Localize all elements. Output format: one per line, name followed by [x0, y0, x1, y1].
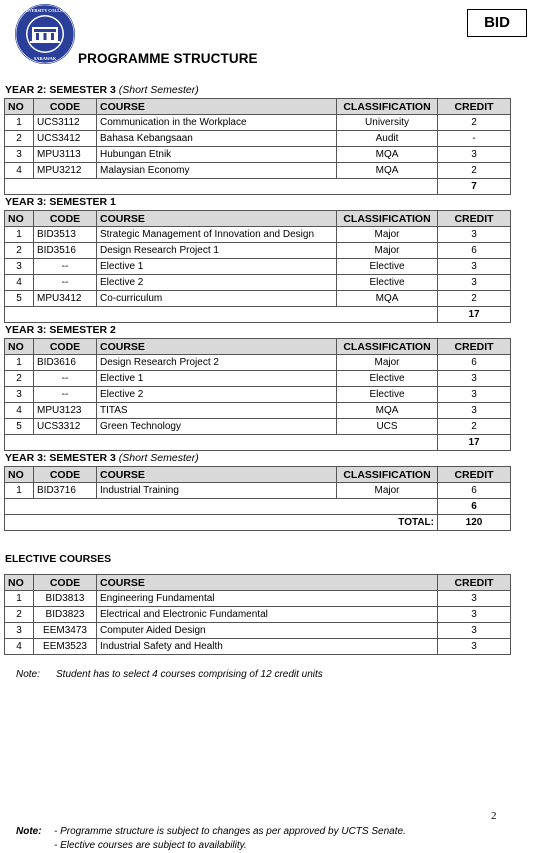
cell-classification: UCS: [337, 419, 438, 435]
semester-title: YEAR 3: SEMESTER 1: [5, 196, 116, 208]
table-row: [5, 403, 511, 419]
semester-total: 6: [438, 499, 511, 515]
semester-title: YEAR 3: SEMESTER 3 (Short Semester): [5, 452, 199, 464]
cell-code: MPU3113: [34, 147, 97, 163]
cell-credit: 3: [438, 591, 511, 607]
cell-classification: Major: [337, 355, 438, 371]
cell-no: 4: [5, 275, 34, 291]
column-header-code: CODE: [34, 211, 97, 227]
cell-course: Elective 2: [97, 387, 337, 403]
column-header-course: COURSE: [97, 211, 337, 227]
cell-code: EEM3473: [34, 623, 97, 639]
cell-credit: 2: [438, 291, 511, 307]
cell-no: 4: [5, 403, 34, 419]
cell-course: Green Technology: [97, 419, 337, 435]
cell-no: 2: [5, 243, 34, 259]
table-row: [5, 607, 511, 623]
cell-course: Hubungan Etnik: [97, 147, 337, 163]
total-spacer: [5, 179, 438, 195]
semester-total-row: [5, 307, 511, 323]
cell-credit: 3: [438, 623, 511, 639]
cell-no: 3: [5, 147, 34, 163]
table-row: [5, 259, 511, 275]
column-header-no: NO: [5, 467, 34, 483]
cell-credit: 3: [438, 403, 511, 419]
cell-course: Malaysian Economy: [97, 163, 337, 179]
column-header-code: CODE: [34, 339, 97, 355]
cell-credit: 2: [438, 163, 511, 179]
column-header-no: NO: [5, 575, 34, 591]
cell-course: TITAS: [97, 403, 337, 419]
svg-text:UNIVERSITY COLLEGE: UNIVERSITY COLLEGE: [21, 8, 69, 13]
total-spacer: [5, 499, 438, 515]
cell-code: EEM3523: [34, 639, 97, 655]
table-row: [5, 291, 511, 307]
cell-credit: 2: [438, 419, 511, 435]
cell-course: Elective 1: [97, 371, 337, 387]
table-header-row: [5, 211, 511, 227]
column-header-classification: CLASSIFICATION: [337, 339, 438, 355]
column-header-credit: CREDIT: [438, 211, 511, 227]
table-row: [5, 275, 511, 291]
cell-code: MPU3123: [34, 403, 97, 419]
semester-total: 7: [438, 179, 511, 195]
cell-course: Strategic Management of Innovation and Design: [97, 227, 337, 243]
cell-code: MPU3212: [34, 163, 97, 179]
table-row: [5, 147, 511, 163]
table-row: [5, 163, 511, 179]
footer-note-line1: - Programme structure is subject to changes as per approved by UCTS Senate.: [54, 826, 406, 837]
semester-title: YEAR 3: SEMESTER 2: [5, 324, 116, 336]
cell-course: Bahasa Kebangsaan: [97, 131, 337, 147]
footer-note-line2: - Elective courses are subject to availability.: [54, 840, 247, 851]
cell-code: BID3716: [34, 483, 97, 499]
cell-classification: Audit: [337, 131, 438, 147]
table-row: [5, 115, 511, 131]
column-header-code: CODE: [34, 467, 97, 483]
cell-credit: 3: [438, 639, 511, 655]
cell-course: Industrial Training: [97, 483, 337, 499]
footer-note-label: Note:: [16, 826, 42, 837]
semester-title: YEAR 2: SEMESTER 3 (Short Semester): [5, 84, 199, 96]
column-header-no: NO: [5, 339, 34, 355]
grand-total-row: [5, 515, 511, 531]
cell-no: 5: [5, 291, 34, 307]
cell-credit: 2: [438, 115, 511, 131]
table-header-row: [5, 467, 511, 483]
cell-credit: 3: [438, 275, 511, 291]
cell-no: 2: [5, 131, 34, 147]
column-header-course: COURSE: [97, 575, 438, 591]
table-row: [5, 243, 511, 259]
cell-no: 5: [5, 419, 34, 435]
table-row: [5, 227, 511, 243]
cell-code: UCS3412: [34, 131, 97, 147]
cell-code: UCS3112: [34, 115, 97, 131]
cell-classification: MQA: [337, 163, 438, 179]
total-spacer: [5, 435, 438, 451]
cell-course: Engineering Fundamental: [97, 591, 438, 607]
column-header-no: NO: [5, 99, 34, 115]
cell-course: Design Research Project 1: [97, 243, 337, 259]
cell-course: Communication in the Workplace: [97, 115, 337, 131]
table-header-row: [5, 575, 511, 591]
cell-course: Computer Aided Design: [97, 623, 438, 639]
cell-classification: Elective: [337, 275, 438, 291]
cell-classification: Major: [337, 483, 438, 499]
column-header-code: CODE: [34, 575, 97, 591]
table-row: [5, 623, 511, 639]
page-title: PROGRAMME STRUCTURE: [78, 51, 258, 66]
semester-table: [4, 98, 511, 195]
cell-course: Industrial Safety and Health: [97, 639, 438, 655]
cell-no: 3: [5, 259, 34, 275]
elective-note: [16, 669, 323, 680]
cell-no: 1: [5, 483, 34, 499]
cell-classification: Major: [337, 243, 438, 259]
page-number: 2: [491, 810, 497, 822]
university-logo: [14, 3, 76, 65]
cell-credit: -: [438, 131, 511, 147]
cell-credit: 6: [438, 355, 511, 371]
semester-total: 17: [438, 435, 511, 451]
semester-total-row: [5, 179, 511, 195]
table-row: [5, 419, 511, 435]
column-header-course: COURSE: [97, 339, 337, 355]
cell-classification: MQA: [337, 291, 438, 307]
cell-no: 1: [5, 591, 34, 607]
grand-total-label: TOTAL:: [5, 515, 438, 531]
cell-code: --: [34, 259, 97, 275]
column-header-credit: CREDIT: [438, 339, 511, 355]
cell-credit: 6: [438, 483, 511, 499]
column-header-credit: CREDIT: [438, 99, 511, 115]
cell-no: 1: [5, 115, 34, 131]
column-header-no: NO: [5, 211, 34, 227]
cell-credit: 3: [438, 371, 511, 387]
semester-total: 17: [438, 307, 511, 323]
cell-code: --: [34, 275, 97, 291]
cell-no: 2: [5, 371, 34, 387]
column-header-classification: CLASSIFICATION: [337, 467, 438, 483]
cell-classification: MQA: [337, 403, 438, 419]
table-row: [5, 387, 511, 403]
elective-note-text: Student has to select 4 courses comprising of 12 credit units: [56, 669, 323, 680]
cell-classification: Elective: [337, 387, 438, 403]
footer-note: [16, 825, 406, 853]
semester-table: [4, 210, 511, 323]
cell-credit: 3: [438, 387, 511, 403]
total-spacer: [5, 307, 438, 323]
cell-code: BID3513: [34, 227, 97, 243]
cell-course: Elective 2: [97, 275, 337, 291]
table-header-row: [5, 339, 511, 355]
cell-classification: Major: [337, 227, 438, 243]
cell-no: 1: [5, 227, 34, 243]
cell-no: 1: [5, 355, 34, 371]
table-row: [5, 639, 511, 655]
cell-course: Design Research Project 2: [97, 355, 337, 371]
cell-code: MPU3412: [34, 291, 97, 307]
cell-no: 4: [5, 163, 34, 179]
table-row: [5, 371, 511, 387]
cell-code: BID3516: [34, 243, 97, 259]
column-header-credit: CREDIT: [438, 467, 511, 483]
cell-classification: Elective: [337, 259, 438, 275]
column-header-course: COURSE: [97, 467, 337, 483]
cell-no: 3: [5, 387, 34, 403]
semester-table: [4, 466, 511, 531]
programme-code-badge: BID: [467, 9, 527, 37]
table-row: [5, 591, 511, 607]
cell-classification: Elective: [337, 371, 438, 387]
cell-credit: 3: [438, 147, 511, 163]
cell-no: 4: [5, 639, 34, 655]
cell-code: UCS3312: [34, 419, 97, 435]
column-header-classification: CLASSIFICATION: [337, 211, 438, 227]
table-row: [5, 355, 511, 371]
cell-credit: 3: [438, 259, 511, 275]
cell-code: --: [34, 387, 97, 403]
cell-credit: 3: [438, 227, 511, 243]
column-header-course: COURSE: [97, 99, 337, 115]
table-row: [5, 131, 511, 147]
cell-no: 3: [5, 623, 34, 639]
cell-course: Elective 1: [97, 259, 337, 275]
cell-credit: 6: [438, 243, 511, 259]
cell-code: --: [34, 371, 97, 387]
elective-section-title: ELECTIVE COURSES: [5, 553, 112, 565]
grand-total-value: 120: [438, 515, 511, 531]
cell-code: BID3813: [34, 591, 97, 607]
elective-table: [4, 574, 511, 655]
column-header-classification: CLASSIFICATION: [337, 99, 438, 115]
cell-course: Co-curriculum: [97, 291, 337, 307]
cell-code: BID3616: [34, 355, 97, 371]
semester-total-row: [5, 499, 511, 515]
cell-no: 2: [5, 607, 34, 623]
cell-course: Electrical and Electronic Fundamental: [97, 607, 438, 623]
cell-code: BID3823: [34, 607, 97, 623]
svg-text:SARAWAK: SARAWAK: [33, 56, 57, 61]
cell-classification: University: [337, 115, 438, 131]
table-row: [5, 483, 511, 499]
table-header-row: [5, 99, 511, 115]
cell-classification: MQA: [337, 147, 438, 163]
semester-total-row: [5, 435, 511, 451]
semester-table: [4, 338, 511, 451]
cell-credit: 3: [438, 607, 511, 623]
elective-note-label: Note:: [16, 669, 40, 680]
column-header-code: CODE: [34, 99, 97, 115]
column-header-credit: CREDIT: [438, 575, 511, 591]
